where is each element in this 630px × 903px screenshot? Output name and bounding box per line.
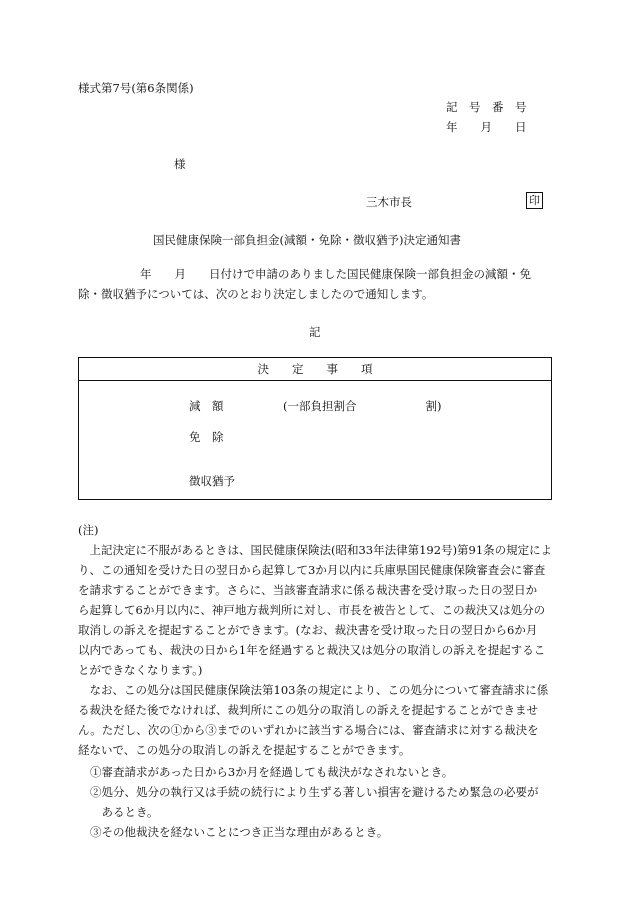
note-line: 取消しの訴えを提起することができます。(なお、裁決書を受け取った日の翌日から6か月 (78, 623, 538, 637)
note-line: 以内であっても、裁決の日から1年を経過すると裁決又は処分の取消しの訴えを提起するこ (78, 643, 546, 657)
note-line: 経ないで、この処分の取消しの訴えを提起することができます。 (78, 743, 411, 757)
record-number-label: 記 号 番 号 (446, 100, 527, 114)
note-line: を請求することができます。さらに、当該審査請求に係る裁決書を受け取った日の翌日か (78, 583, 538, 597)
official-seal: 印 (526, 192, 543, 209)
issuer-name: 三木市長 (366, 195, 412, 209)
note-line: 上記決定に不服があるときは、国民健康保険法(昭和33年法律第192号)第91条の規定によ (78, 543, 553, 557)
decision-table-header: 決 定 事 項 (79, 358, 551, 381)
ki-label: 記 (309, 325, 321, 339)
note-item: ②処分、処分の執行又は手続の続行により生ずる著しい損害を避けるため緊急の必要が (90, 785, 539, 799)
decision-table (78, 357, 552, 500)
document-title: 国民健康保険一部負担金(減額・免除・徴収猶予)決定通知書 (153, 233, 461, 247)
date-label: 年 月 日 (446, 120, 527, 134)
note-line: とができなくなります。) (78, 663, 203, 677)
reduction-detail: (一部負担割合 割) (283, 399, 442, 413)
notes-title: (注) (78, 523, 99, 537)
note-line: る裁決を経た後でなければ、裁判所にこの処分の取消しの訴えを提起することができませ (78, 703, 538, 717)
note-line: なお、この処分は国民健康保険法第103条の規定により、この処分について審査請求に係 (78, 683, 549, 697)
note-line: り、この通知を受けた日の翌日から起算して3か月以内に兵庫県国民健康保険審査会に審査 (78, 563, 546, 577)
note-item: あるとき。 (90, 805, 159, 819)
note-item: ①審査請求があった日から3か月を経過しても裁決がなされないとき。 (90, 765, 454, 779)
exemption-label: 免 除 (189, 430, 224, 444)
note-line: ん。ただし、次の①から③までのいずれかに該当する場合には、審査請求に対する裁決を (78, 723, 539, 737)
intro-line-1: 年 月 日付けで申請のありました国民健康保険一部負担金の減額・免 (140, 267, 531, 281)
reduction-label: 減 額 (189, 399, 224, 413)
note-item: ③その他裁決を経ないことにつき正当な理由があるとき。 (90, 825, 389, 839)
note-line: ら起算して6か月以内に、神戸地方裁判所に対し、市長を被告として、この裁決又は処分の (78, 603, 546, 617)
form-number: 様式第7号(第6条関係) (78, 81, 194, 95)
addressee-honorific: 様 (174, 157, 186, 171)
postponement-label: 徴収猶予 (189, 474, 235, 488)
intro-line-2: 除・徴収猶予については、次のとおり決定しましたので通知します。 (78, 287, 434, 301)
